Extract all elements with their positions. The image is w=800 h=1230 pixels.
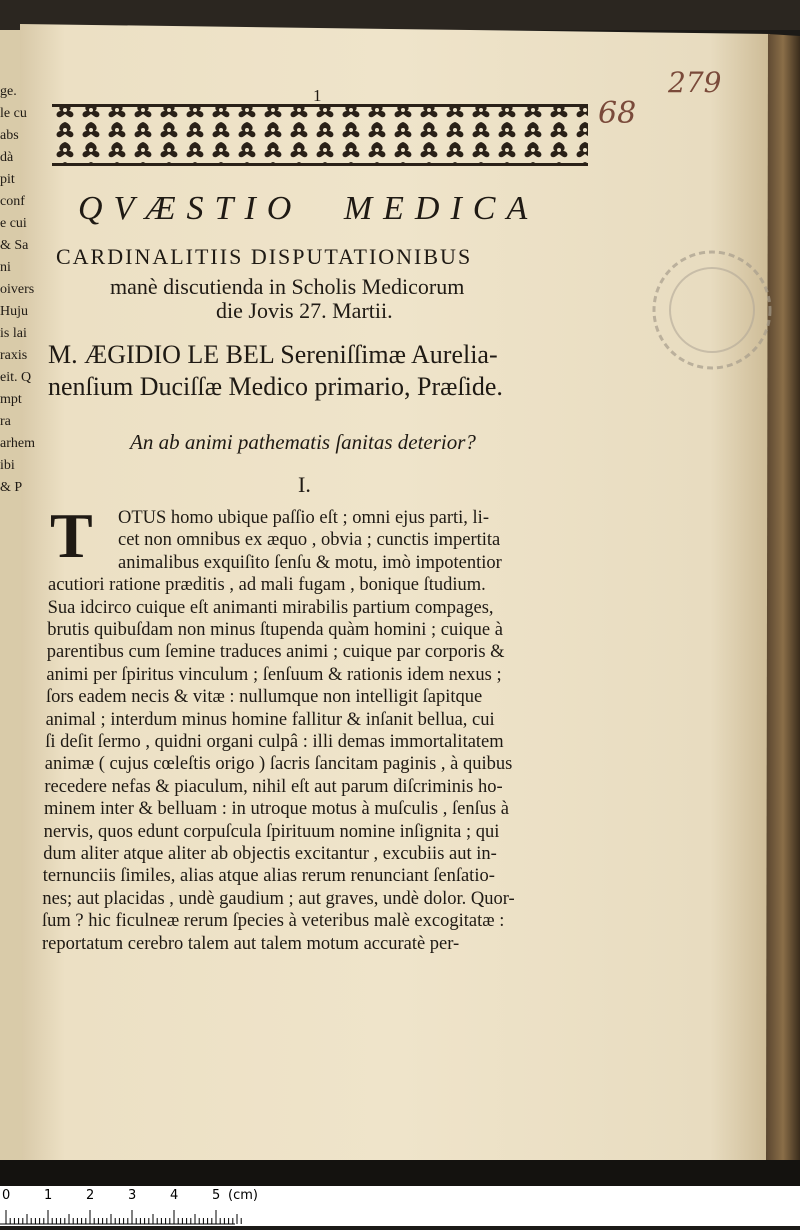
body-line: Sua idcirco cuique eſt animanti mirabilis partium compages, [47, 597, 494, 618]
page-title: QVÆSTIO MEDICA [78, 190, 539, 227]
ruler-label: 0 [2, 1188, 11, 1203]
margin-fragment: dà [0, 150, 14, 165]
margin-fragment: raxis [0, 348, 28, 363]
body-line: animal ; interdum minus homine fallitur & inſanit bellua, cui [45, 709, 495, 730]
margin-fragment: pit [0, 172, 15, 187]
ruler-label: 5 [212, 1188, 221, 1203]
praeses-line-2: nenſium Duciſſæ Medico primario, Præſide. [48, 372, 503, 401]
body-line: animalibus exquiſito ſenſu & motu, imò impotentior [118, 552, 502, 573]
ruler-label: 3 [128, 1188, 137, 1203]
margin-fragment: mpt [0, 392, 22, 407]
ruler-label: 2 [86, 1188, 95, 1203]
subtitle-line-2: manè discutienda in Scholis Medicorum [110, 274, 465, 299]
body-line: nes; aut placidas , undè gaudium ; aut graves, undè dolor. Quor- [42, 888, 515, 909]
margin-fragment: Huju [0, 304, 28, 319]
page-number: 1 [313, 86, 322, 105]
margin-fragment: ge. [0, 84, 17, 99]
body-line: ſum ? hic ficulneæ rerum ſpecies à veteribus malè excogitatæ : [42, 911, 505, 932]
margin-fragment: arhem [0, 436, 35, 451]
body-line: acutiori ratione præditis , ad mali fugam , bonique ſtudium. [48, 575, 486, 596]
margin-fragment: ibi [0, 458, 15, 473]
handwritten-folio-number: 279 [668, 66, 722, 99]
margin-fragment: oivers [0, 282, 35, 297]
subtitle-line-3: die Jovis 27. Martii. [216, 298, 393, 323]
margin-fragment: le cu [0, 106, 27, 121]
margin-fragment: & P [0, 480, 23, 495]
margin-fragment: is lai [0, 326, 27, 341]
margin-fragment: eit. Q [0, 370, 32, 385]
measurement-ruler [0, 1186, 800, 1226]
handwritten-mark: 68 [598, 96, 637, 131]
body-line: dum aliter atque aliter ab objectis excitantur , excubiis aut in- [43, 844, 497, 864]
section-number: I. [298, 472, 311, 497]
margin-fragment: ni [0, 260, 11, 275]
body-line: reportatum cerebro talem aut talem motum accuratè per- [42, 933, 460, 954]
margin-fragment: & Sa [0, 238, 29, 253]
body-line: cet non omnibus ex æquo , obvia ; cunctis impertita [118, 530, 501, 551]
praeses-line-1: M. ÆGIDIO LE BEL Sereniſſimæ Aurelia- [48, 340, 498, 369]
margin-fragment: conf [0, 194, 25, 209]
body-line: animi per ſpiritus vinculum ; ſenſuum & rationis idem nexus ; [46, 664, 502, 685]
drop-cap: T [50, 500, 93, 571]
body-line: ternunciis ſimiles, alias atque alias rerum renunciant ſenſatio- [42, 866, 495, 887]
body-line: OTUS homo ubique paſſio eſt ; omni ejus parti, li- [118, 508, 489, 528]
ruler-label: (cm) [228, 1188, 258, 1203]
thesis-question: An ab animi pathematis ſanitas deterior? [130, 430, 476, 454]
body-line: parentibus cum ſemine traduces animi ; cuique par corporis & [46, 642, 505, 663]
margin-fragment: e cui [0, 216, 27, 231]
body-line: nervis, quos edunt corpuſcula ſpirituum nomine inſignita ; qui [43, 821, 500, 842]
body-line: minem inter & belluam : in utroque motus à muſculis , ſenſus à [44, 799, 509, 820]
body-line: recedere nefas & piaculum, nihil eſt aut parum diſcriminis ho- [44, 776, 503, 797]
ruler-label: 4 [170, 1188, 179, 1203]
ruler-label: 1 [44, 1188, 53, 1203]
margin-fragment: abs [0, 128, 19, 143]
ruler-ticks [0, 1186, 800, 1226]
body-line: animæ ( cujus cœleſtis origo ) ſacris ſancitam paginis , à quibus [44, 754, 513, 775]
body-line: ſors eadem necis & vitæ : nullumque non intelligit ſapitque [46, 687, 483, 708]
body-line: brutis quibuſdam non minus ſtupenda quàm homini ; cuique à [47, 620, 503, 640]
margin-fragment: ra [0, 414, 11, 429]
subtitle-line-1: CARDINALITIIS DISPUTATIONIBUS [56, 244, 473, 269]
body-line: ſi deſit ſermo , quidni organi culpâ : illi demas immortalitatem [45, 732, 504, 752]
